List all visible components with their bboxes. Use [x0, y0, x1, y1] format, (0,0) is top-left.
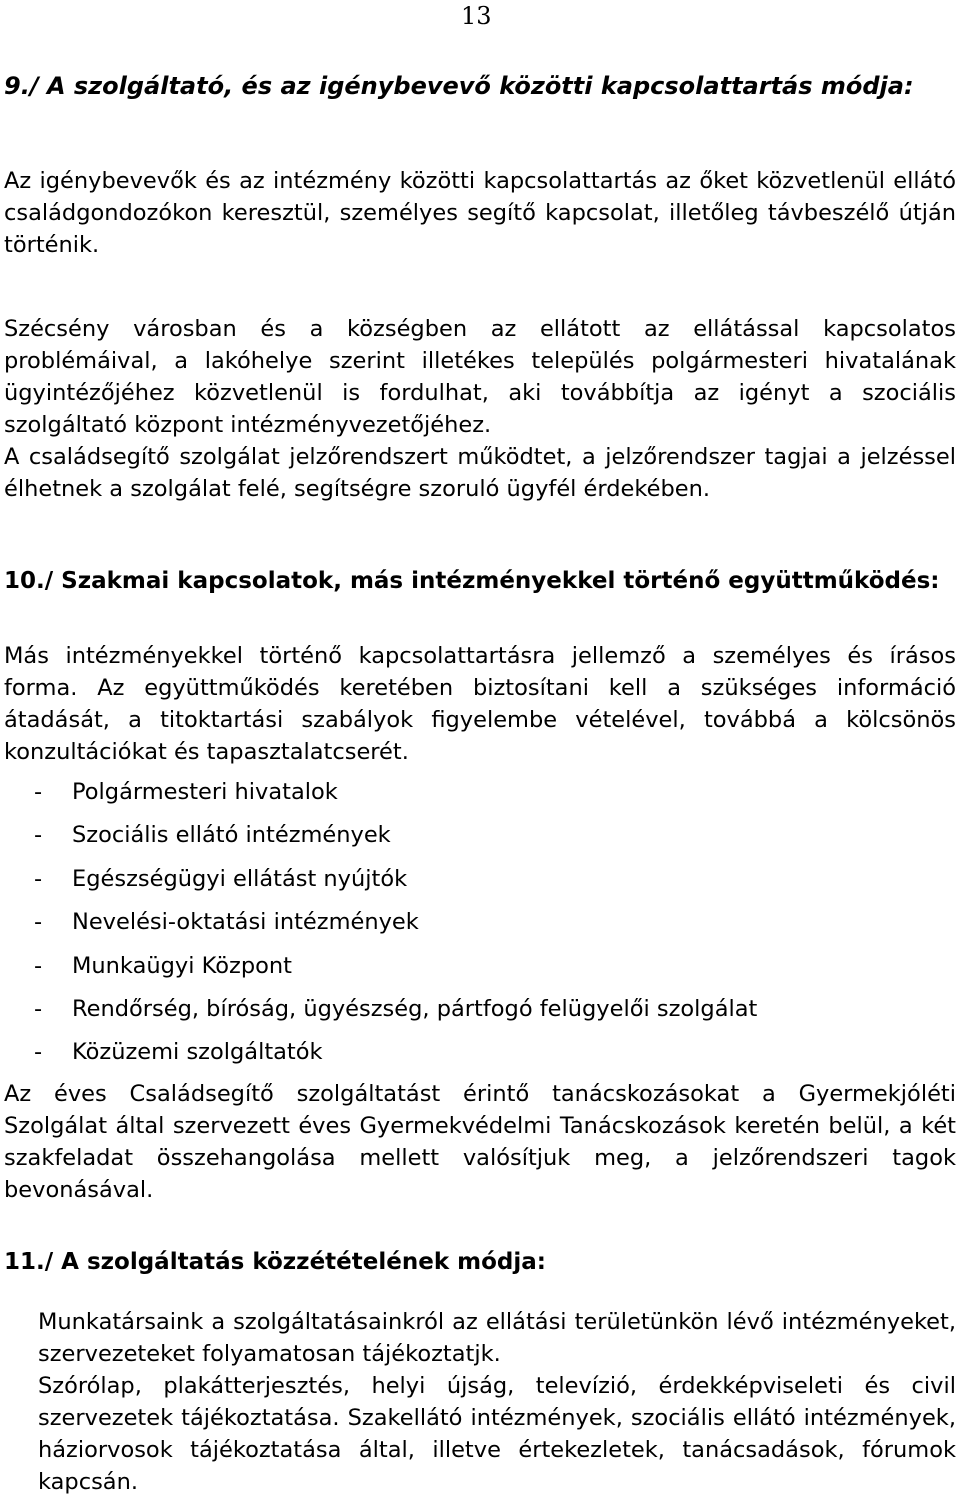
section-11	[4, 1246, 956, 1278]
list-dash: -	[34, 822, 43, 849]
section-9-paragraph-1: Az igénybevevők és az intézmény közötti kapcsolattartás az őket közvetlenül ellátó családgondozókon keresztül, személyes segítő kapcsolat, illetőleg távbeszélő útján történik.	[4, 168, 956, 258]
section-9-heading: 9./ A szolgáltató, és az igénybevevő közötti kapcsolattartás módja:	[4, 72, 914, 100]
list-item	[0, 863, 956, 906]
list-item-text: Nevelési-oktatási intézmények	[72, 909, 419, 936]
list-item-text: Szociális ellátó intézmények	[72, 822, 391, 849]
list-item	[0, 1036, 956, 1079]
section-9-paragraph-3: A családsegítő szolgálat jelzőrendszert működtet, a jelzőrendszer tagjai a jelzéssel élhetnek a szolgálat felé, segítségre szoruló ügyfél érdekében.	[4, 444, 956, 502]
list-item-text: Rendőrség, bíróság, ügyészség, pártfogó felügyelői szolgálat	[72, 995, 758, 1022]
list-dash: -	[34, 779, 43, 805]
section-10-heading: 10./ Szakmai kapcsolatok, más intézményekkel történő együttműködés:	[4, 568, 940, 594]
section-9	[4, 70, 956, 102]
list-item-text: Munkaügyi Központ	[72, 952, 292, 979]
list-item	[0, 993, 956, 1036]
institution-list	[0, 776, 956, 1080]
section-10-body	[4, 640, 956, 768]
list-dash: -	[34, 909, 43, 936]
section-9-body-2	[4, 313, 956, 505]
section-11-heading: 11./ A szolgáltatás közzétételének módja:	[4, 1249, 546, 1275]
list-dash: -	[34, 865, 43, 892]
list-dash: -	[34, 995, 43, 1022]
list-item	[0, 950, 956, 993]
section-10	[4, 565, 956, 597]
section-11-paragraph-1: Munkatársaink a szolgáltatásainkról az ellátási területünkön lévő intézményeket, szervezeteket folyamatosan tájékoztatjk.	[38, 1309, 956, 1367]
section-10-paragraph-2: Az éves Családsegítő szolgáltatást érintő tanácskozásokat a Gyermekjóléti Szolgálat által szervezett éves Gyermekvédelmi Tanácskozások keretén belül, a két szakfeladat összehangolása mellett valósítjuk meg, a jelzőrendszeri tagok bevonásával.	[4, 1081, 956, 1203]
section-9-paragraph-2: Szécsény városban és a községben az ellátott az ellátással kapcsolatos problémáival, a lakóhelye szerint illetékes település polgármesteri hivatalának ügyintézőjéhez közvetlenül is fordulhat, aki továbbítja az igényt a szociális szolgáltató központ intézményvezetőjéhez.	[4, 316, 956, 438]
list-dash: -	[34, 952, 43, 979]
section-10-body-2	[4, 1078, 956, 1206]
section-11-body	[38, 1306, 956, 1498]
page-number: 13	[461, 2, 492, 30]
list-item-text: Polgármesteri hivatalok	[72, 779, 338, 805]
section-9-body	[4, 165, 956, 261]
list-item	[0, 819, 956, 862]
list-item-text: Egészségügyi ellátást nyújtók	[72, 865, 408, 892]
section-10-list-wrap	[0, 776, 956, 1080]
list-item	[0, 776, 956, 819]
list-item-text: Közüzemi szolgáltatók	[72, 1039, 323, 1066]
section-10-paragraph-1: Más intézményekkel történő kapcsolattartásra jellemző a személyes és írásos forma. Az együttműködés keretében biztosítani kell a szükséges információ átadását, a titoktartási szabályok figyelembe vételével, továbbá a kölcsönös konzultációkat és tapasztalatcserét.	[4, 643, 956, 765]
section-11-paragraph-2: Szórólap, plakátterjesztés, helyi újság, televízió, érdekképviseleti és civil szervezetek tájékoztatása. Szakellátó intézmények, szociális ellátó intézmények, háziorvosok tájékoztatása által, illetve értekezletek, tanácsadások, fórumok kapcsán.	[38, 1373, 956, 1495]
list-dash: -	[34, 1039, 43, 1066]
list-item	[0, 906, 956, 949]
